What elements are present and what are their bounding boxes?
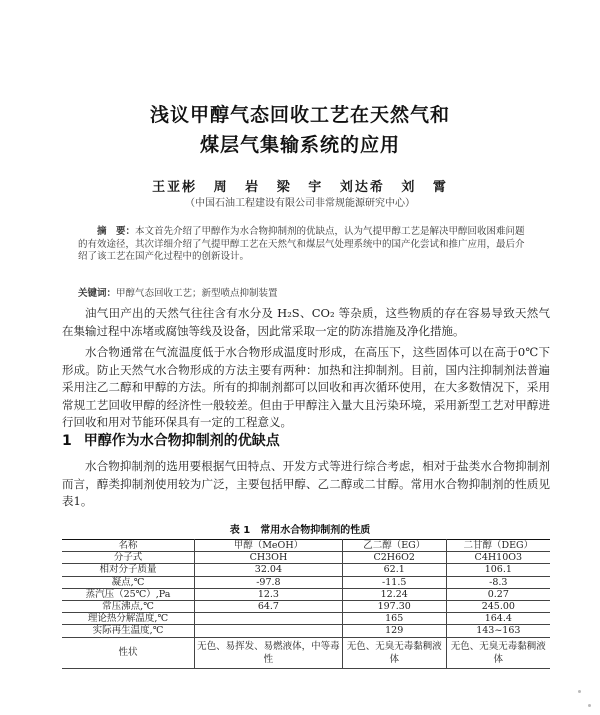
table-cell: CH3OH bbox=[195, 552, 343, 564]
table-cell: 分子式 bbox=[62, 552, 195, 564]
table-row bbox=[62, 576, 550, 588]
table-cell: 165 bbox=[342, 613, 446, 625]
author-name: 王亚彬 bbox=[152, 180, 198, 195]
table-cell: 143~163 bbox=[446, 625, 550, 637]
table-cell: 凝点,℃ bbox=[62, 576, 195, 588]
table-cell: C2H6O2 bbox=[342, 552, 446, 564]
scan-speck bbox=[578, 690, 581, 693]
table-header-cell: 甲醇（MeOH） bbox=[195, 540, 343, 552]
section-number: 1 bbox=[62, 433, 72, 449]
table-cell: 164.4 bbox=[446, 613, 550, 625]
table-cell: 32.04 bbox=[195, 564, 343, 576]
author-name: 周 bbox=[213, 180, 229, 195]
table-cell: 106.1 bbox=[446, 564, 550, 576]
author-name: 梁 bbox=[276, 180, 292, 195]
scan-speck bbox=[588, 704, 591, 707]
table-row bbox=[62, 552, 550, 564]
author-name: 宇 bbox=[308, 180, 324, 195]
section-title: 甲醇作为水合物抑制剂的优缺点 bbox=[83, 433, 280, 449]
keywords-label: 关键词： bbox=[78, 288, 117, 299]
table-cell: 12.24 bbox=[342, 588, 446, 600]
body-paragraph-2: 水合物通常在气流温度低于水合物形成温度时形成，在高压下，这些固体可以在高于0℃下形成。防止天然气水合物形成的方法主要有两种：加热和注抑制剂。目前，国内注抑制剂法普遍采用注乙二醇和甲醇的方法。所有的抑制剂都可以回收和再次循环使用，在大多数情况下，采用常规工艺回收甲醇的经济性一般较差。但由于甲醇注入量大且污染环境，采用新型工艺对甲醇进行回收和用对节能环保具有一定的工程意义。 bbox=[62, 345, 550, 429]
table-row bbox=[62, 601, 550, 613]
table-cell: -97.8 bbox=[195, 576, 343, 588]
table-cell: 相对分子质量 bbox=[62, 564, 195, 576]
table-cell: 129 bbox=[342, 625, 446, 637]
table-cell: 245.00 bbox=[446, 601, 550, 613]
author-name: 霄 bbox=[432, 180, 448, 195]
table-cell bbox=[195, 613, 343, 625]
table-header-cell: 二甘醇（DEG） bbox=[446, 540, 550, 552]
table-cell: 蒸汽压（25℃）,Pa bbox=[62, 588, 195, 600]
abstract-label: 摘 要： bbox=[97, 226, 136, 237]
keywords-text: 甲醇气态回收工艺；新型喷点抑制装置 bbox=[116, 288, 278, 299]
table-cell: C4H10O3 bbox=[446, 552, 550, 564]
author-name: 刘达希 bbox=[339, 180, 385, 195]
table-cell: 12.3 bbox=[195, 588, 343, 600]
table-header-cell: 乙二醇（EG） bbox=[342, 540, 446, 552]
affiliation: （中国石油工程建设有限公司非常规能源研究中心） bbox=[185, 198, 415, 209]
table-cell: 无色、易挥发、易燃液体，中等毒性 bbox=[195, 637, 343, 668]
table-header-cell: 名称 bbox=[62, 540, 195, 552]
table-cell: 无色、无臭无毒黏稠液体 bbox=[342, 637, 446, 668]
table-row bbox=[62, 588, 550, 600]
table-cell: 0.27 bbox=[446, 588, 550, 600]
table-cell: 64.7 bbox=[195, 601, 343, 613]
table-caption bbox=[0, 521, 600, 536]
table-cell: 无色、无臭无毒黏稠液体 bbox=[446, 637, 550, 668]
table-cell: 性状 bbox=[62, 637, 195, 668]
paper-title-line-2: 煤层气集输系统的应用 bbox=[199, 134, 400, 156]
inhibitor-properties-table bbox=[62, 539, 550, 669]
body-paragraph-1: 油气田产出的天然气往往含有水分及 H₂S、CO₂ 等杂质，这些物质的存在容易导致天然气在集输过程中冻堵或腐蚀等线及设备，因此常采取一定的防冻措施及净化措施。 bbox=[62, 306, 550, 338]
body-paragraph-3: 水合物抑制剂的选用要根据气田特点、开发方式等进行综合考虑，相对于盐类水合物抑制剂而言，醇类抑制剂使用较为广泛，主要包括甲醇、乙二醇或二甘醇。常用水合物抑制剂的性质见表1。 bbox=[62, 459, 550, 508]
table-header-row bbox=[62, 540, 550, 552]
table-cell: 常压沸点,℃ bbox=[62, 601, 195, 613]
keywords bbox=[78, 285, 533, 299]
abstract-text: 本文首先介绍了甲醇作为水合物抑制剂的优缺点，认为气提甲醇工艺是解决甲醇回收困难问题的有效途径，其次详细介绍了气提甲醇工艺在天然气和煤层气处理系统中的国产化尝试和推广应用，最后介绍了该工艺在国产化过程中的创新设计。 bbox=[78, 226, 525, 262]
table-cell bbox=[195, 625, 343, 637]
abstract bbox=[78, 226, 533, 264]
section-heading bbox=[62, 430, 280, 450]
table-cell: 理论热分解温度,℃ bbox=[62, 613, 195, 625]
table-cell: -8.3 bbox=[446, 576, 550, 588]
table-row bbox=[62, 625, 550, 637]
paper-title-line-1: 浅议甲醇气态回收工艺在天然气和 bbox=[149, 104, 450, 126]
table-cell: 62.1 bbox=[342, 564, 446, 576]
table-cell: -11.5 bbox=[342, 576, 446, 588]
table-row bbox=[62, 613, 550, 625]
table-row bbox=[62, 637, 550, 668]
table-caption-number: 表 1 bbox=[229, 525, 251, 536]
author-name: 刘 bbox=[401, 180, 417, 195]
table-caption-text: 常用水合物抑制剂的性质 bbox=[260, 525, 371, 536]
table-row bbox=[62, 564, 550, 576]
table-cell: 197.30 bbox=[342, 601, 446, 613]
author-list bbox=[0, 176, 600, 195]
author-name: 岩 bbox=[245, 180, 261, 195]
table-cell: 实际再生温度,℃ bbox=[62, 625, 195, 637]
